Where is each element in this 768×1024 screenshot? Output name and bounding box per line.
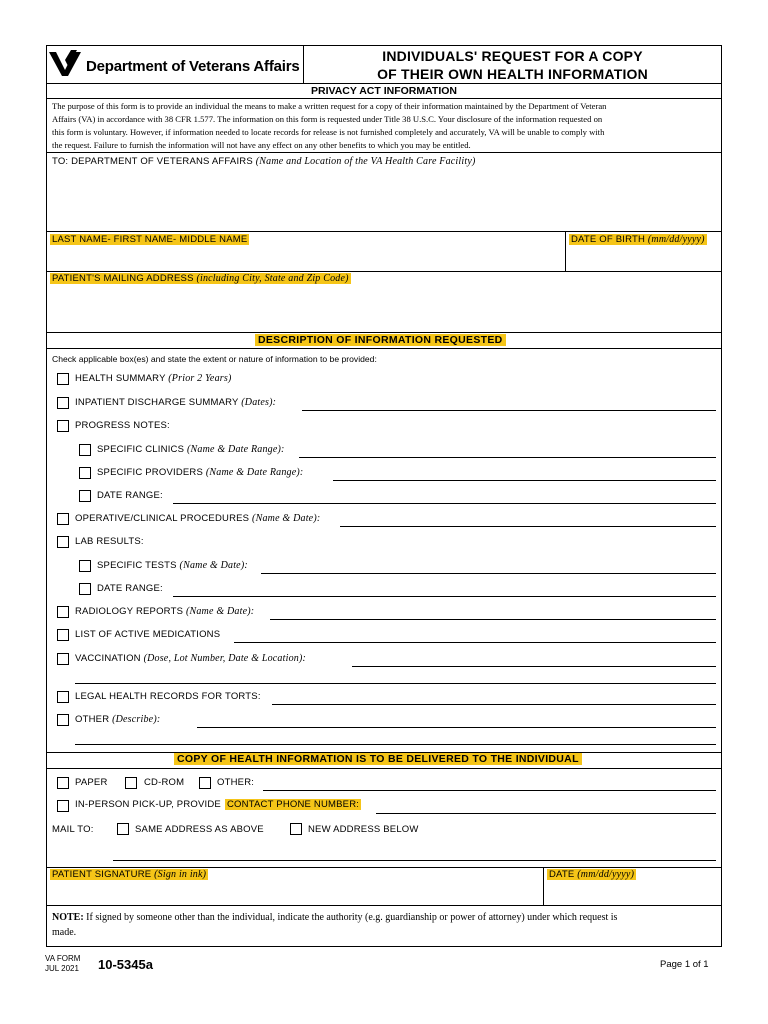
description-item-field-continued[interactable]	[75, 683, 716, 684]
privacy-text	[52, 100, 606, 152]
name-label: LAST NAME- FIRST NAME- MIDDLE NAME	[52, 234, 248, 245]
note-text-cont: made.	[52, 927, 77, 938]
description-item-field-continued[interactable]	[75, 744, 716, 745]
mail-to-label: MAIL TO:	[52, 824, 94, 835]
description-item-text: OPERATIVE/CLINICAL PROCEDURES	[75, 513, 250, 524]
date-label	[547, 869, 636, 880]
dob-label-text: DATE OF BIRTH	[571, 234, 646, 245]
signature-label	[50, 869, 208, 880]
description-item-label	[75, 714, 160, 725]
dob-hint: (mm/dd/yyyy)	[647, 234, 705, 245]
footer-date: JUL 2021	[45, 964, 79, 973]
description-item-checkbox[interactable]	[79, 490, 91, 502]
description-item-field[interactable]	[234, 642, 716, 643]
note-text: If signed by someone other than the individual, indicate the authority (e.g. guardianship or power of attorney) under which request is	[86, 912, 618, 923]
description-item-hint: (Prior 2 Years)	[168, 373, 232, 384]
date-hint: (mm/dd/yyyy)	[577, 869, 635, 880]
to-label-text: TO: DEPARTMENT OF VETERANS AFFAIRS	[52, 156, 253, 167]
org-name: Department of Veterans Affairs	[86, 58, 300, 75]
description-item-hint: (Dates):	[241, 397, 277, 408]
description-item-text: HEALTH SUMMARY	[75, 373, 166, 384]
date-field[interactable]	[545, 884, 721, 904]
address-field[interactable]	[47, 288, 721, 330]
description-item-checkbox[interactable]	[57, 691, 69, 703]
description-item-text: LEGAL HEALTH RECORDS FOR TORTS:	[75, 691, 261, 702]
description-item-hint: (Name & Date):	[185, 606, 255, 617]
description-item-label	[75, 536, 144, 547]
cdrom-checkbox[interactable]	[125, 777, 137, 789]
cdrom-label: CD-ROM	[144, 777, 185, 788]
to-label	[52, 156, 476, 167]
address-label-text: PATIENT'S MAILING ADDRESS	[52, 273, 194, 284]
description-item-text: SPECIFIC PROVIDERS	[97, 467, 204, 478]
description-item-checkbox[interactable]	[79, 560, 91, 572]
signature-hint: (Sign in ink)	[154, 869, 207, 880]
new-address-checkbox[interactable]	[290, 823, 302, 835]
other-delivery-field[interactable]	[263, 790, 716, 791]
page-number: Page 1 of 1	[660, 959, 709, 970]
description-item-hint: (Name & Date Range):	[205, 467, 304, 478]
description-item-text: OTHER	[75, 714, 110, 725]
form-number: 10-5345a	[98, 957, 153, 972]
description-item-checkbox[interactable]	[57, 373, 69, 385]
description-item-hint: (Name & Date):	[179, 560, 248, 571]
same-address-label: SAME ADDRESS AS ABOVE	[135, 824, 264, 835]
description-item-text: DATE RANGE:	[97, 583, 163, 594]
description-item-field[interactable]	[173, 503, 716, 504]
same-address-checkbox[interactable]	[117, 823, 129, 835]
privacy-line: this form is voluntary. However, if information needed to locate records for release is not furnished completely and accurately, VA will be unable to comply with	[52, 127, 605, 137]
date-label-text: DATE	[549, 869, 575, 880]
description-item-label	[75, 373, 231, 384]
other-delivery-label: OTHER:	[217, 777, 255, 788]
privacy-heading: PRIVACY ACT INFORMATION	[310, 85, 458, 97]
description-item-checkbox[interactable]	[57, 397, 69, 409]
signature-label-text: PATIENT SIGNATURE	[52, 869, 152, 880]
description-item-checkbox[interactable]	[57, 606, 69, 618]
description-item-field[interactable]	[272, 704, 716, 705]
description-item-text: INPATIENT DISCHARGE SUMMARY	[75, 397, 239, 408]
description-item-label	[75, 397, 276, 408]
to-hint: (Name and Location of the VA Health Care Facility)	[255, 156, 476, 167]
note-label: NOTE:	[52, 912, 84, 923]
description-item-field[interactable]	[299, 457, 716, 458]
description-item-field[interactable]	[270, 619, 716, 620]
description-item-label	[75, 629, 220, 640]
description-item-text: LAB RESULTS:	[75, 536, 144, 547]
description-item-label	[97, 444, 285, 455]
pickup-checkbox[interactable]	[57, 800, 69, 812]
description-item-label	[97, 467, 303, 478]
description-item-text: VACCINATION	[75, 653, 141, 664]
divider	[543, 867, 544, 905]
description-item-label	[97, 490, 163, 501]
new-address-label: NEW ADDRESS BELOW	[308, 824, 419, 835]
privacy-line: the request. Failure to furnish the information will not have any effect on any other benefits to which you may be entitled.	[52, 140, 471, 150]
new-address-field[interactable]	[113, 860, 716, 861]
description-item-label	[75, 606, 254, 617]
description-item-label	[97, 583, 163, 594]
divider	[46, 83, 722, 84]
form-title-line1: INDIVIDUALS' REQUEST FOR A COPY	[382, 48, 643, 64]
description-item-field[interactable]	[302, 410, 716, 411]
description-item-field[interactable]	[333, 480, 716, 481]
divider	[46, 768, 722, 769]
description-item-label	[97, 560, 248, 571]
divider	[46, 152, 722, 153]
description-heading: DESCRIPTION OF INFORMATION REQUESTED	[255, 334, 506, 346]
description-item-checkbox[interactable]	[79, 583, 91, 595]
description-item-checkbox[interactable]	[57, 629, 69, 641]
divider	[46, 332, 722, 333]
phone-label: CONTACT PHONE NUMBER:	[227, 799, 360, 810]
divider	[46, 98, 722, 99]
form-title-line2: OF THEIR OWN HEALTH INFORMATION	[377, 66, 648, 82]
description-item-text: SPECIFIC TESTS	[97, 560, 177, 571]
description-item-text: PROGRESS NOTES:	[75, 420, 170, 431]
description-item-text: LIST OF ACTIVE MEDICATIONS	[75, 629, 221, 640]
description-item-label	[75, 653, 306, 664]
description-item-text: DATE RANGE:	[97, 490, 163, 501]
phone-field[interactable]	[376, 813, 716, 814]
description-item-checkbox[interactable]	[57, 420, 69, 432]
description-item-field[interactable]	[352, 666, 716, 667]
description-item-field[interactable]	[173, 596, 716, 597]
paper-label: PAPER	[75, 777, 108, 788]
footer-va-form: VA FORM	[45, 954, 81, 963]
divider	[46, 348, 722, 349]
description-item-label	[75, 691, 261, 702]
description-item-hint: (Name & Date Range):	[186, 444, 285, 455]
address-label	[50, 273, 351, 284]
description-item-hint: (Dose, Lot Number, Date & Location):	[143, 653, 307, 664]
description-item-field[interactable]	[197, 727, 716, 728]
address-hint: (including City, State and Zip Code)	[196, 273, 349, 284]
dob-label	[569, 234, 707, 245]
description-item-checkbox[interactable]	[57, 513, 69, 525]
divider	[46, 271, 722, 272]
divider	[46, 231, 722, 232]
delivery-heading: COPY OF HEALTH INFORMATION IS TO BE DELIVERED TO THE INDIVIDUAL	[174, 753, 582, 765]
description-item-field[interactable]	[340, 526, 716, 527]
dob-field[interactable]	[567, 248, 721, 270]
va-logo-icon	[46, 46, 84, 82]
description-item-checkbox[interactable]	[79, 467, 91, 479]
description-item-checkbox[interactable]	[57, 714, 69, 726]
description-item-checkbox[interactable]	[57, 653, 69, 665]
description-item-field[interactable]	[261, 573, 716, 574]
description-item-hint: (Name & Date):	[252, 513, 321, 524]
divider	[46, 905, 722, 906]
description-instruction: Check applicable box(es) and state the extent or nature of information to be provided:	[52, 354, 377, 364]
to-field[interactable]	[47, 170, 721, 230]
pickup-label: IN-PERSON PICK-UP, PROVIDE	[75, 799, 221, 810]
privacy-line: Affairs (VA) in accordance with 38 CFR 1.577. The information on this form is requested under Title 38 U.S.C. Your disclosure of the information requested on	[52, 114, 603, 124]
description-item-text: SPECIFIC CLINICS	[97, 444, 185, 455]
description-item-hint: (Describe):	[112, 714, 161, 725]
privacy-line: The purpose of this form is to provide an individual the means to make a written request for a copy of their information maintained by the Department of Veteran	[52, 101, 607, 111]
name-field[interactable]	[47, 248, 563, 270]
divider	[565, 231, 566, 271]
description-item-label	[75, 513, 320, 524]
description-item-text: RADIOLOGY REPORTS	[75, 606, 184, 617]
other-delivery-checkbox[interactable]	[199, 777, 211, 789]
signature-field[interactable]	[47, 884, 541, 904]
note	[52, 910, 617, 940]
description-item-checkbox[interactable]	[57, 536, 69, 548]
description-item-label	[75, 420, 170, 431]
paper-checkbox[interactable]	[57, 777, 69, 789]
description-item-checkbox[interactable]	[79, 444, 91, 456]
divider	[46, 867, 722, 868]
